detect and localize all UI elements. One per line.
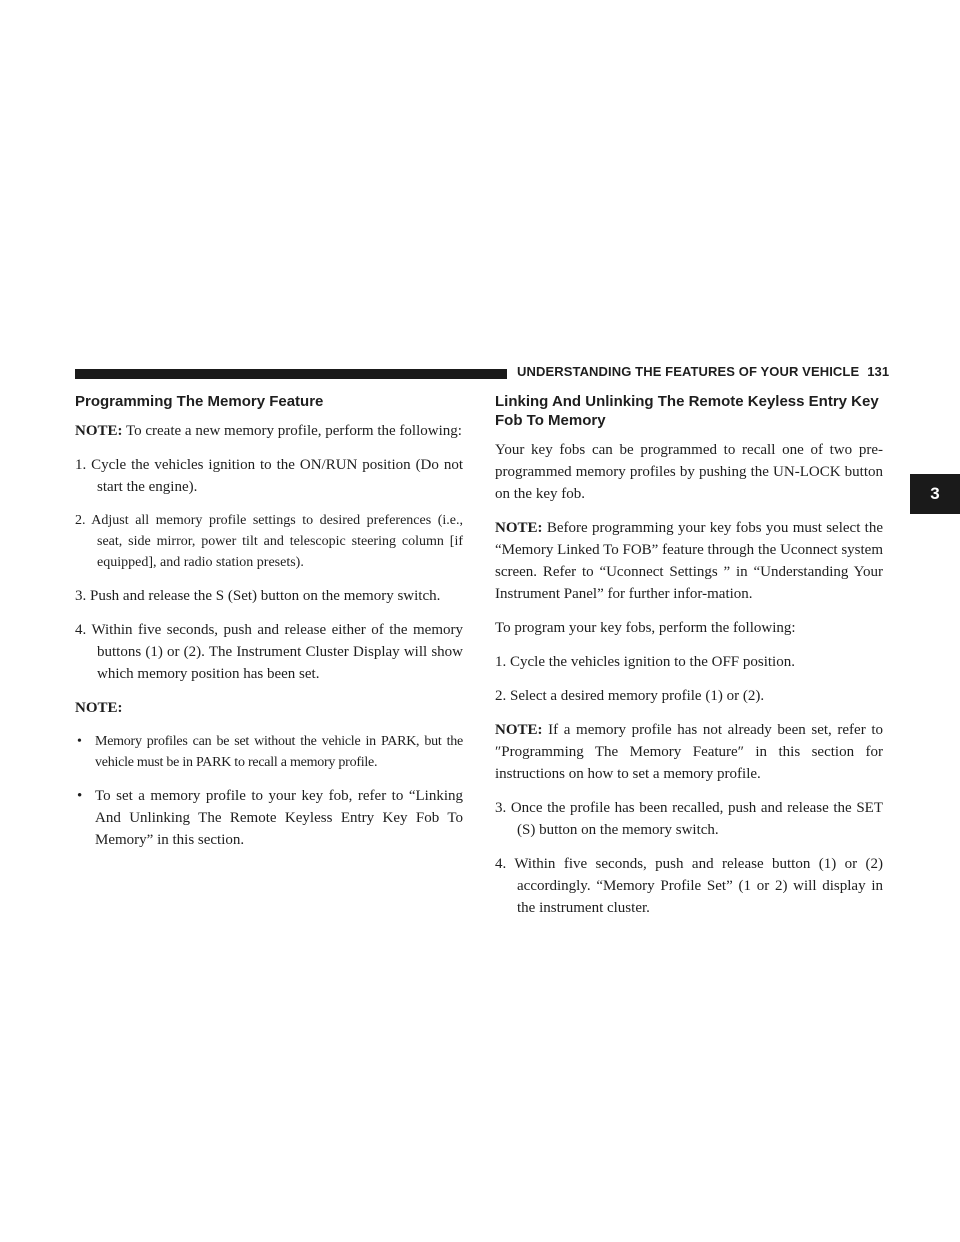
- note-text: To create a new memory profile, perform the following:: [126, 423, 462, 439]
- bullet-text: To set a memory profile to your key fob, refer to “Linking And Unlinking The Remote Keyless Entry Key Fob To Memory” in this section.: [95, 788, 463, 848]
- step-2: 2. Select a desired memory profile (1) or (2).: [495, 688, 765, 704]
- step-1: 1. Cycle the vehicles ignition to the ON/RUN position (Do not start the engine).: [75, 457, 463, 495]
- section-heading-programming: Programming The Memory Feature: [75, 393, 324, 410]
- right-column: [495, 392, 883, 931]
- note-label: NOTE:: [495, 722, 543, 738]
- note-text: Before programming your key fobs you must select the “Memory Linked To FOB” feature through the Uconnect system screen. Refer to “Uconnect Settings ” in “Understanding Your Instrument Panel” for further infor-mation.: [495, 520, 884, 602]
- bullet-text: Memory profiles can be set without the vehicle in PARK, but the vehicle must be in PARK to recall a memory profile.: [95, 734, 463, 770]
- chapter-tab: 3: [910, 474, 960, 514]
- note-label: NOTE:: [495, 520, 543, 536]
- section-heading-linking: Linking And Unlinking The Remote Keyless Entry Key Fob To Memory: [495, 393, 879, 429]
- bullet-icon: •: [77, 734, 82, 749]
- step-4: 4. Within five seconds, push and release button (1) or (2) accordingly. “Memory Profile Set” (1 or 2) will display in the instrument cluster.: [495, 856, 883, 916]
- bullet-item-1: [75, 731, 463, 773]
- note-paragraph-2: [495, 719, 883, 785]
- step-3: 3. Push and release the S (Set) button on the memory switch.: [75, 588, 441, 604]
- page-number: 131: [867, 364, 890, 379]
- step-3: 3. Once the profile has been recalled, push and release the SET (S) button on the memory switch.: [495, 800, 883, 838]
- note-label: NOTE:: [75, 423, 123, 439]
- bullet-icon: •: [77, 788, 83, 804]
- note-paragraph-1: [495, 517, 883, 605]
- step-4: 4. Within five seconds, push and release either of the memory buttons (1) or (2). The Instrument Cluster Display will show which memory position has been set.: [75, 622, 463, 682]
- header-rule: [75, 369, 507, 379]
- program-intro: To program your key fobs, perform the following:: [495, 620, 796, 636]
- intro-paragraph: Your key fobs can be programmed to recall one of two pre-programmed memory profiles by pushing the UN-LOCK button on the key fob.: [495, 442, 883, 502]
- header-title: UNDERSTANDING THE FEATURES OF YOUR VEHICLE: [517, 364, 860, 379]
- left-column: [75, 392, 463, 863]
- step-2: 2. Adjust all memory profile settings to desired preferences (i.e., seat, side mirror, power tilt and telescopic steering column [if equipped], and radio station presets).: [75, 513, 463, 570]
- bullet-item-2: [75, 785, 463, 851]
- note-heading: NOTE:: [75, 700, 123, 716]
- intro-note: [75, 420, 463, 442]
- running-header: [517, 364, 895, 379]
- note-text: If a memory profile has not already been set, refer to ″Programming The Memory Feature″ in this section for instructions on how to set a memory profile.: [495, 722, 883, 782]
- step-1: 1. Cycle the vehicles ignition to the OFF position.: [495, 654, 795, 670]
